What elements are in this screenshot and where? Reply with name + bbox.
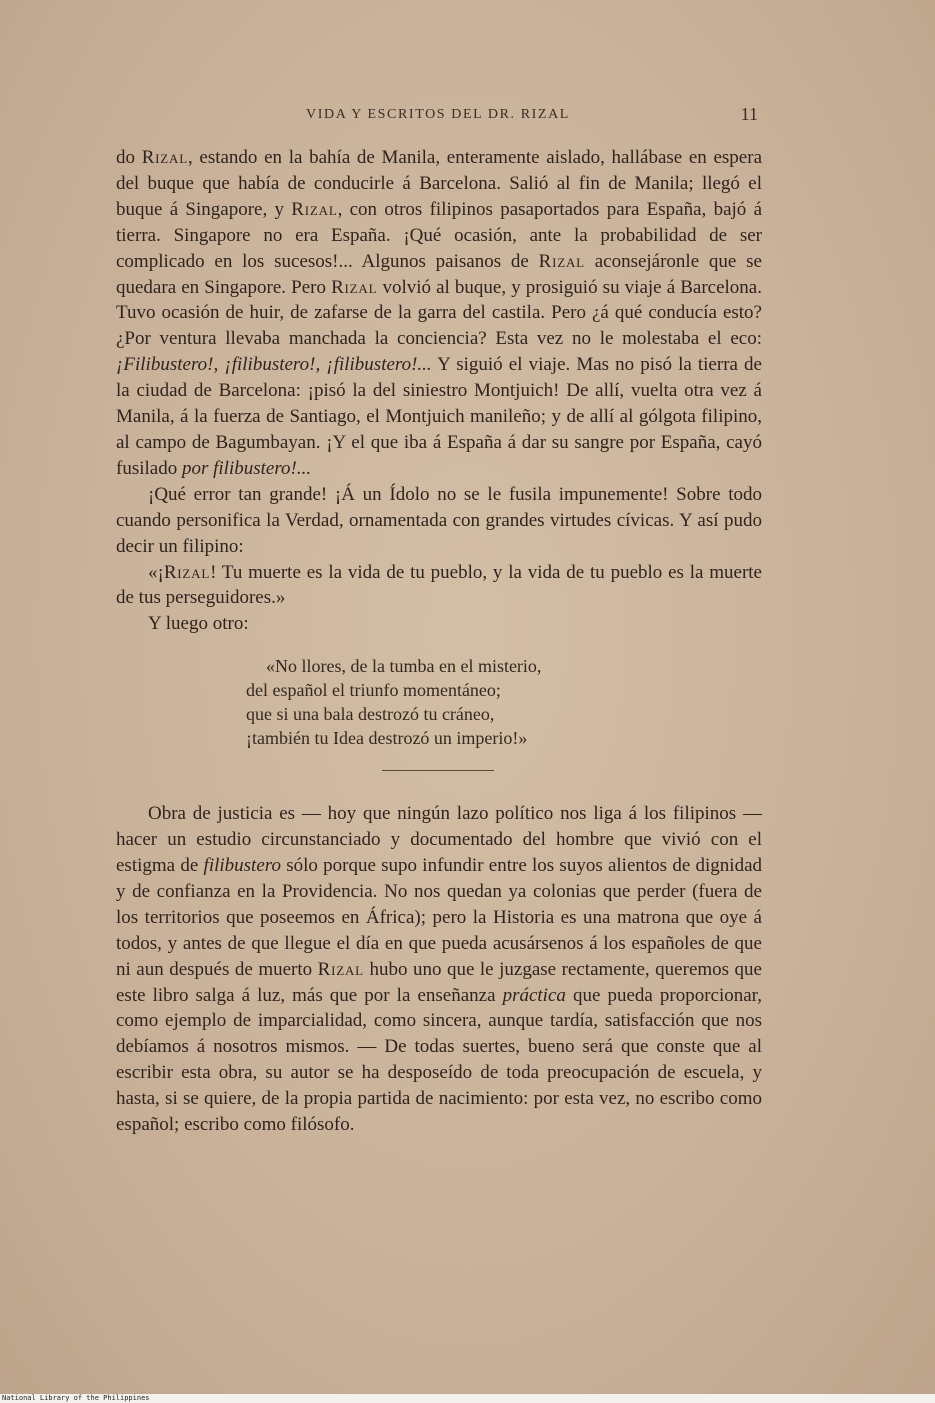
body-text (116, 145, 762, 1138)
text-run: do (116, 147, 142, 168)
text-run: hubo uno que le juzgase rectamente, queremos que este libro salga á luz, más que por la enseñanza (116, 958, 762, 1006)
text-run: , con otros filipinos pasaportados para España, bajó á tierra. Singapore no era España. ¡Qué ocasión, ante la probabilidad de ser complicado en los sucesos!... Algunos paisanos de (116, 198, 763, 272)
running-head: VIDA Y ESCRITOS DEL DR. RIZAL (306, 107, 570, 122)
paragraph-4: Y luego otro: (148, 613, 249, 635)
paragraph-1 (116, 145, 762, 482)
text-run: volvió al buque, y prosiguió su viaje á Barcelona. Tuvo ocasión de huir, de zafarse de la garra del castila. Pero ¿á qué conducía esto? ¿Por ventura llevaba manchada la conciencia? Esta vez no le molestaba el eco: (116, 276, 762, 350)
text-run: aconsejáronle que se quedara en Singapore. Pero (116, 250, 762, 298)
italic-word: práctica (502, 984, 566, 1006)
poem-line: que si una bala destrozó tu cráneo, (246, 704, 495, 725)
text-run: ! Tu muerte es la vida de tu pueblo, y la vida de tu pueblo es la muerte de tus perseguidores.» (116, 561, 762, 609)
name-rizal: Rizal (317, 958, 364, 980)
text-run: «¡ (148, 561, 164, 583)
section-divider (382, 770, 494, 771)
poem-line: ¡también tu Idea destrozó un imperio!» (246, 728, 528, 749)
paragraph-quote (116, 560, 762, 612)
text-run: Y siguió el viaje. Mas no pisó la tierra de la ciudad de Barcelona: ¡pisó la del siniestro Montjuich! De allí, vuelta otra vez á Manila, á la fuerza de Santiago, el Montjuich manileño; y de allí al gólgota filipino, al campo de Bagumbayan. ¡Y el que iba á España á dar su sangre por España, cayó fusilado (116, 354, 762, 479)
paragraph-2: ¡Qué error tan grande! ¡Á un Ídolo no se le fusila impunemente! Sobre todo cuando personifica la Verdad, ornamentada con grandes virtudes cívicas. Y así pudo decir un filipino: (116, 483, 762, 557)
page-header (116, 104, 760, 128)
poem-line: del español el triunfo momentáneo; (246, 680, 501, 701)
text-run: Obra de justicia es — hoy que ningún lazo político nos liga á los filipinos — hacer un estudio circunstanciado y documentado del hombre que vivió con el estigma de (116, 803, 762, 877)
italic-word: filibustero (203, 855, 281, 877)
poem-stanza (246, 654, 762, 750)
italic-phrase: por filibustero!... (181, 457, 312, 479)
name-rizal: Rizal (163, 561, 211, 583)
name-rizal: Rizal (538, 250, 585, 272)
page-number: 11 (740, 104, 758, 124)
text-run: sólo porque supo infundir entre los suyos alientos de dignidad y de confianza en la Providencia. No nos quedan ya colonias que perder (fuera de los territorios que poseemos en África); pero la Historia es una matrona que oye á todos, y antes de que llegue el día en que pueda acusársenos á los españoles de que ni aun después de muerto (116, 855, 763, 980)
name-rizal: Rizal (331, 276, 378, 298)
footer-strip (0, 1394, 935, 1403)
name-rizal: Rizal (291, 198, 338, 220)
poem-line: «No llores, de la tumba en el misterio, (266, 656, 542, 677)
paragraph-5 (116, 801, 762, 1138)
italic-exclamation: ¡Filibustero!, ¡filibustero!, ¡filibustero!... (116, 354, 432, 376)
name-rizal: Rizal (141, 147, 188, 168)
text-run: que pueda proporcionar, como ejemplo de imparcialidad, como sincera, aunque tardía, satisfacción que nos debíamos á nosotros mismos. — De todas suertes, bueno será que conste que al escribir esta obra, su autor se ha desposeído de toda preocupación de escuela, y hasta, si se quiere, de la propia partida de nacimiento: por esta vez, no escribo como español; escribo como filósofo. (116, 984, 762, 1136)
text-run: , estando en la bahía de Manila, enteramente aislado, hallábase en espera del buque que había de conducirle á Barcelona. Salió al fin de Manila; llegó el buque á Singapore, y (116, 147, 763, 220)
library-credit: National Library of the Philippines (2, 1394, 150, 1402)
